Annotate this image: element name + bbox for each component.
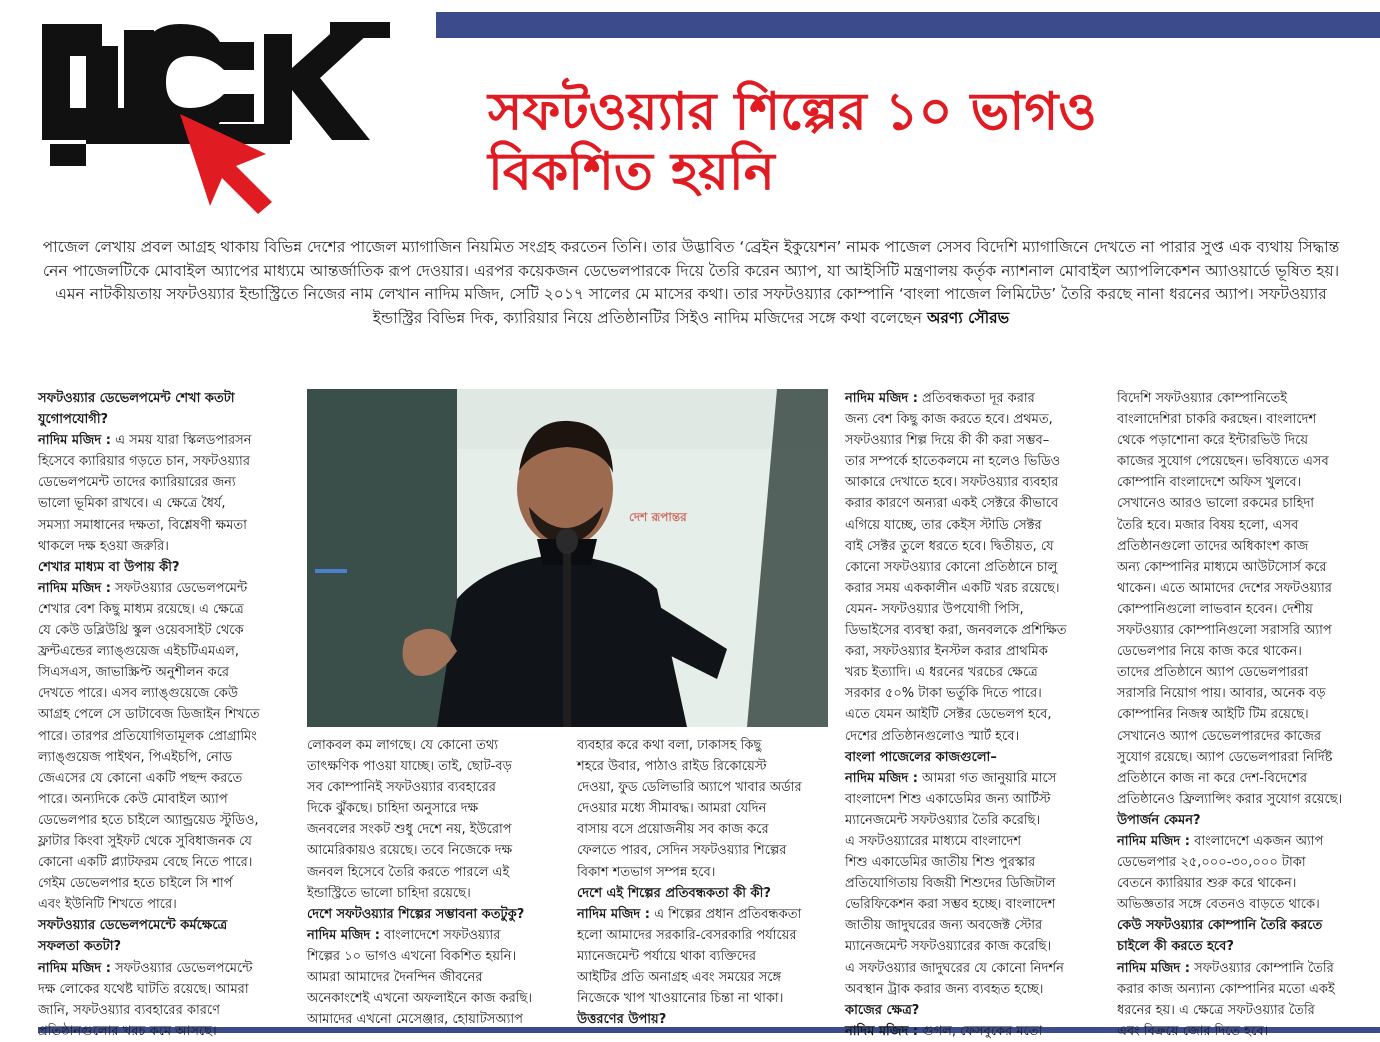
text-line: [38, 958, 300, 979]
text-line: চাইলে কী করতে হবে?: [1117, 939, 1234, 955]
text-line: কোনো একটি প্ল্যাটফরম বেছে নিতে পারে।: [38, 855, 253, 871]
speaker-label: নাদিম মজিদ :: [577, 906, 650, 922]
text-line: তাদের প্রতিষ্ঠানে অ্যাপ ডেভেলপাররা: [1117, 665, 1309, 681]
text-line: দেশে সফটওয়্যার শিল্পের সম্ভাবনা কতটুকু?: [307, 906, 525, 922]
intro-text: পাজেল লেখায় প্রবল আগ্রহ থাকায় বিভিন্ন দেশের পাজেল ম্যাগাজিন নিয়মিত সংগ্রহ করতেন তিনি। তার উদ্ভাবিত ‘ব্রেইন ইকুয়েশন’ নামক পাজেল সেসব বিদেশি ম্যাগাজিনে দেখতে না পারার সুপ্ত এক ব্যথায় সিদ্ধান্ত নেন পাজেলটিকে মোবাইল অ্যাপের মাধ্যমে আন্তর্জাতিক রূপ দেওয়ার। এরপর কয়েকজন ডেভেলপারকে দিয়ে তৈরি করেন অ্যাপ, যা আইসিটি মন্ত্রণালয় কর্তৃক ন্যাশনাল মোবাইল অ্যাপলিকেশন অ্যাওয়ার্ডে ভূষিত হয়। এমন নাটকীয়তায় সফটওয়্যার ইন্ডাস্ট্রিতে নিজের নাম লেখান নাদিম মজিদ, সেটি ২০১৭ সালের মে মাসের কথা। তার সফটওয়্যার কোম্পানি ‘বাংলা পাজেল লিমিটেড’ তৈরি করছে নানা ধরনের অ্যাপ। সফটওয়্যার ইন্ডাস্ট্রির বিভিন্ন দিক, ক্যারিয়ার নিয়ে প্রতিষ্ঠানটির সিইও নাদিম মজিদের সঙ্গে কথা বলেছেন: [42, 238, 1340, 327]
text-line: জানি, সফটওয়্যার ব্যবহারের কারণে: [38, 1002, 220, 1018]
headline-line-1: সফটওয়্যার শিল্পের ১০ ভাগও: [488, 82, 1097, 142]
text-line: প্রতিষ্ঠানগুলো তাদের অধিকাংশ কাজ: [1117, 538, 1309, 554]
text-line: সেখানেও অ্যাপ ডেভেলপারদের কাজের: [1117, 728, 1321, 744]
text-line: হিসেবে ক্যারিয়ার গড়তে চান, সফটওয়্যার: [38, 454, 250, 470]
column-4: [845, 388, 1107, 1042]
text-line: যে কেউ ডব্লিউথ্রি স্কুল ওয়েবসাইট থেকে: [38, 623, 244, 639]
text-line: ল্যাঙ্গুয়েজ পাইথন, পিএইচপি, নোড: [38, 749, 233, 765]
answer-text: এ সময় যারা স্কিলডপারসন: [115, 433, 252, 449]
text-line: আমাদের এখনো মেসেঞ্জার, হোয়াটসঅ্যাপ: [307, 1012, 523, 1028]
text-line: অভিজ্ঞতার সঙ্গে বেতনও বাড়তে থাকে।: [1117, 897, 1320, 913]
text-line: তার সম্পর্কে হাতেকলমে না হলেও ভিডিও: [845, 454, 1061, 470]
text-line: আকারে দেখাতে হবে। সফটওয়্যার ব্যবহার: [845, 475, 1059, 491]
text-line: [1117, 958, 1379, 979]
text-line: হলো আমাদের সরকারি-বেসরকারি পর্যায়ের: [577, 927, 797, 943]
text-line: থেকে পড়াশোনা করে ইন্টারভিউ দিয়ে: [1117, 433, 1308, 449]
text-line: জেএসের যে কোনো একটি পছন্দ করতে: [38, 770, 243, 786]
text-line: করার কারণে অন্যরা একই সেক্টরে কীভাবে: [845, 496, 1059, 512]
text-line: জাতীয় জাদুঘরের জন্য অবজেক্ট স্টোর: [845, 918, 1043, 934]
text-line: বাসায় বসে প্রয়োজনীয় সব কাজ করে: [577, 822, 769, 838]
speaker-label: নাদিম মজিদ :: [845, 391, 918, 406]
text-line: কেউ সফটওয়্যার কোম্পানি তৈরি করতে: [1117, 918, 1323, 934]
text-line: জনবল হিসেবে তৈরি করতে পারলে এই: [307, 864, 510, 880]
speaker-label: নাদিম মজিদ :: [38, 580, 111, 596]
interview-question: [1117, 915, 1379, 957]
text-line: দেওয়া, ফুড ডেলিভারি অ্যাপে খাবার অর্ডার: [577, 780, 802, 796]
interview-paragraph: [1117, 831, 1379, 915]
click-logo-icon: [30, 16, 400, 216]
text-line: সফটওয়্যার ডেভেলপমেন্টে কর্মক্ষেত্রে: [38, 918, 228, 934]
text-line: দেশে এই শিল্পের প্রতিবন্ধকতা কী কী?: [577, 885, 771, 901]
text-line: ভালো ভূমিকা রাখবে। এ ক্ষেত্রে ধৈর্য,: [38, 496, 226, 512]
interview-paragraph: [1117, 958, 1379, 1042]
interview-paragraph: [577, 735, 839, 883]
text-line: ডেভেলপার হতে চাইলে অ্যান্ড্রয়েড স্টুডিও,: [38, 812, 259, 828]
column-1: [38, 388, 300, 1042]
column-5: [1117, 388, 1379, 1042]
interview-paragraph: [845, 768, 1107, 1000]
text-line: এ সফটওয়্যারের মাধ্যমে বাংলাদেশ: [845, 833, 1022, 849]
headline: [488, 82, 1368, 202]
text-line: কোম্পানি বাংলাদেশে অফিস খুলবে।: [1117, 475, 1302, 491]
answer-text: বাংলাদেশে সফটওয়্যার: [384, 927, 501, 943]
interview-question: [38, 915, 300, 957]
interview-question: [38, 388, 300, 430]
text-line: নিজেকে খাপ খাওয়ানোর চিন্তা না থাকা।: [577, 991, 784, 1007]
text-line: দেওয়ার মধ্যে সীমাবদ্ধ। আমরা যেদিন: [577, 801, 767, 817]
interview-question: [845, 747, 1107, 768]
text-line: দেশের প্রতিষ্ঠানগুলোও স্মার্ট হবে।: [845, 728, 1020, 744]
text-line: উত্তরণের উপায়?: [577, 1012, 667, 1028]
text-line: খরচ ইত্যাদি। এ ধরনের খরচের ক্ষেত্রে: [845, 665, 1038, 681]
text-line: সরকার ৫০% টাকা ভর্তুকি দিতে পারে।: [845, 686, 1042, 702]
photo-watermark: দেশ রূপান্তর: [629, 510, 687, 524]
text-line: [307, 925, 569, 946]
speaker-label: নাদিম মজিদ :: [38, 960, 111, 976]
text-line: [1117, 831, 1379, 852]
text-line: প্রতিষ্ঠানগুলোর খরচ কমে আসছে।: [38, 1023, 217, 1039]
answer-text: সফটওয়্যার কোম্পানি তৈরি: [1194, 960, 1334, 976]
text-line: বাংলাদেশিরা চাকরি করছেন। বাংলাদেশ: [1117, 412, 1317, 428]
text-line: তৈরি হবে। মজার বিষয় হলো, এসব: [1117, 517, 1299, 533]
interview-question: [38, 557, 300, 578]
text-line: ডেভেলপার নিয়ে কাজ করে থাকেন।: [1117, 644, 1302, 660]
text-line: থাকলে দক্ষ হওয়া জরুরি।: [38, 538, 169, 554]
interview-paragraph: [307, 735, 569, 904]
text-line: আগ্রহ পেলে সে ডাটাবেজ ডিজাইন শিখতে: [38, 707, 260, 723]
text-line: অনেকাংশেই এখনো অফলাইনে কাজ করছি।: [307, 991, 533, 1007]
text-line: প্রতিযোগিতায় বিজয়ী শিশুদের ডিজিটাল: [845, 876, 1056, 892]
header-rule: [436, 12, 1380, 38]
interview-question: [577, 883, 839, 904]
text-line: করার সময় এককালীন একটি খরচ রয়েছে।: [845, 580, 1060, 596]
text-line: আমরা আমাদের দৈনন্দিন জীবনের: [307, 970, 483, 986]
text-line: ফ্লাটার কিংবা সুইফট থেকে সুবিধাজনক যে: [38, 833, 252, 849]
text-line: সেখানেও আরও ভালো রকমের চাহিদা: [1117, 496, 1315, 512]
text-line: গেইম ডেভেলপার হতে চাইলে সি শার্প: [38, 876, 233, 892]
text-line: বাংলাদেশ শিশু একাডেমির জন্য আর্টিস্ট: [845, 791, 1051, 807]
answer-text: এ শিল্পের প্রধান প্রতিবন্ধকতা: [654, 906, 802, 922]
answer-text: সফটওয়্যার ডেভেলপমেন্ট: [115, 580, 248, 596]
text-line: দক্ষ লোকের যথেষ্ট ঘাটতি রয়েছে। আমরা: [38, 981, 249, 997]
text-line: ম্যানেজমেন্ট পর্যায়ে থাকা ব্যক্তিদের: [577, 948, 757, 964]
text-line: অবস্থান ট্রাক করার জন্য ব্যবহৃত হচ্ছে।: [845, 981, 1044, 997]
text-line: জন্য বেশ কিছু কাজ করতে হবে। প্রথমত,: [845, 412, 1053, 428]
interview-paragraph: [307, 925, 569, 1030]
text-line: এবং ইউনিটি শিখতে পারে।: [38, 897, 177, 913]
interview-paragraph: [38, 430, 300, 557]
text-line: বাংলা পাজেলের কাজগুলো–: [845, 749, 997, 765]
text-line: করার কাজ অন্যান্য কোম্পানির মতো একই: [1117, 981, 1335, 997]
text-line: সমস্যা সমাধানের দক্ষতা, বিশ্লেষণী ক্ষমতা: [38, 517, 247, 533]
text-line: কোম্পানির নিজস্ব আইটি টিম রয়েছে।: [1117, 707, 1309, 723]
text-line: জনবলের সংকট শুধু দেশে নয়, ইউরোপ: [307, 822, 512, 838]
author-byline: অরণ্য সৌরভ: [926, 308, 1010, 327]
text-line: শিশু একাডেমির জাতীয় শিশু পুরস্কার: [845, 855, 1036, 871]
headline-line-2: বিকশিত হয়নি: [488, 142, 775, 202]
text-line: সিএসএস, জাভাস্ক্রিপ্ট অনুশীলন করে: [38, 665, 230, 681]
column-3: [577, 735, 839, 1030]
text-line: পারে। তারপর প্রতিযোগিতামূলক প্রোগ্রামিং: [38, 728, 257, 744]
text-line: [845, 768, 1107, 789]
text-line: প্রতিষ্ঠানে কাজ না করে দেশ-বিদেশের: [1117, 770, 1307, 786]
text-line: [577, 904, 839, 925]
text-line: করা, সফটওয়্যার ইনস্টল করার প্রাথমিক: [845, 644, 1048, 660]
text-line: [38, 430, 300, 451]
text-line: এগিয়ে যাচ্ছে, তার কেইস স্টাডি সেক্টর: [845, 517, 1042, 533]
text-line: বেতনে ক্যারিয়ার শুরু করে থাকেন।: [1117, 876, 1297, 892]
section-logo: [30, 16, 400, 216]
text-line: ধরনের হয়। এ ক্ষেত্রে সফটওয়্যার তৈরি: [1117, 1002, 1315, 1018]
speaker-label: নাদিম মজিদ :: [307, 927, 380, 943]
text-line: কোম্পানিগুলো লাভবান হবেন। দেশীয়: [1117, 601, 1313, 617]
text-line: ম্যানেজমেন্ট সফটওয়্যারের কাজ করেছি।: [845, 939, 1052, 955]
speaker-photo-illustration: [307, 389, 828, 727]
intro-paragraph: [36, 236, 1346, 330]
text-line: কাজের সুযোগ পেয়েছেন। ভবিষ্যতে এসব: [1117, 454, 1329, 470]
text-line: উপার্জন কেমন?: [1117, 812, 1201, 828]
text-line: এবং বিক্রয়ে জোর দিতে হবে।: [1117, 1023, 1269, 1039]
text-line: ডেভেলপমেন্ট তাদের ক্যারিয়ারের জন্য: [38, 475, 236, 491]
text-line: সুযোগ রয়েছে। অ্যাপ ডেভেলপাররা নির্দিষ্ট: [1117, 749, 1333, 765]
text-line: বিকাশ শতভাগ সম্পন্ন হবে।: [577, 864, 716, 880]
text-line: ম্যানেজমেন্ট সফটওয়্যার তৈরি করেছি।: [845, 812, 1041, 828]
answer-text: আমরা গত জানুয়ারি মাসে: [922, 770, 1057, 786]
answer-text: সফটওয়্যার ডেভেলপমেন্টে: [115, 960, 253, 976]
text-line: সফটওয়্যার শিল্প দিয়ে কী কী করা সম্ভব–: [845, 433, 1050, 449]
answer-text: গুগল, ফেসবুকের মতো: [922, 1023, 1043, 1039]
text-line: এতে যেমন আইটি সেক্টর ডেভেলপ হবে,: [845, 707, 1052, 723]
text-line: [38, 578, 300, 599]
interview-paragraph: [38, 578, 300, 916]
text-line: এ সফটওয়্যার জাদুঘরের যে কোনো নিদর্শন: [845, 960, 1064, 976]
interview-paragraph: [845, 388, 1107, 747]
text-line: পারে। অন্যদিকে কেউ মোবাইল অ্যাপ: [38, 791, 228, 807]
text-line: লোকবল কম লাগছে। যে কোনো তথ্য: [307, 738, 499, 753]
text-line: ডিভাইসের ব্যবস্থা করা, জনবলকে প্রশিক্ষিত: [845, 623, 1067, 639]
text-line: ইন্ডাস্ট্রিতে ভালো চাহিদা রয়েছে।: [307, 885, 471, 901]
speaker-label: নাদিম মজিদ :: [1117, 833, 1190, 849]
text-line: সফলতা কতটা?: [38, 939, 122, 955]
text-line: আইটির প্রতি অনাগ্রহ এবং সময়ের সঙ্গে: [577, 970, 782, 986]
text-line: সরাসরি নিয়োগ পায়। আবার, অনেক বড়: [1117, 686, 1326, 702]
text-line: শেখার বেশ কিছু মাধ্যম রয়েছে। এ ক্ষেত্রে: [38, 601, 244, 617]
text-line: ব্যবহার করে কথা বলা, ঢাকাসহ কিছু: [577, 738, 762, 753]
interview-question: [577, 1009, 839, 1030]
answer-text: বাংলাদেশে একজন অ্যাপ: [1194, 833, 1324, 849]
interview-paragraph: [577, 904, 839, 1009]
interview-question: [1117, 810, 1379, 831]
answer-text: প্রতিবন্ধকতা দূর করার: [922, 391, 1035, 406]
text-line: ডেভেলপার ২৫,০০০-৩০,০০০ টাকা: [1117, 855, 1306, 871]
text-line: যুগোপযোগী?: [38, 412, 109, 428]
interview-question: [307, 904, 569, 925]
text-line: ভেরিফিকেশন করা সম্ভব হচ্ছে। বাংলাদেশ: [845, 897, 1056, 913]
interview-photo: [307, 389, 828, 727]
interview-paragraph: [38, 958, 300, 1042]
text-line: ফ্রন্টএন্ডের ল্যাঙ্গুয়েজ এইচটিএমএল,: [38, 644, 239, 660]
text-line: দেখতে পারে। এসব ল্যাঙ্গুয়েজে কেউ: [38, 686, 238, 702]
text-line: প্রতিষ্ঠানেও ফ্রিল্যান্সিং করার সুযোগ রয়েছে।: [1117, 791, 1343, 807]
text-line: অন্য কোম্পানির মাধ্যমে আউটসোর্স করে: [1117, 559, 1327, 575]
text-line: দিকে ঝুঁকছে। চাহিদা অনুসারে দক্ষ: [307, 801, 479, 817]
interview-paragraph: [845, 1021, 1107, 1042]
text-line: শহরে উবার, পাঠাও রাইড রিকোয়েস্ট: [577, 759, 767, 775]
interview-paragraph: [1117, 388, 1379, 810]
speaker-label: নাদিম মজিদ :: [38, 433, 111, 449]
text-line: থাকেন। এতে আমাদের দেশের সফটওয়্যার: [1117, 580, 1332, 596]
text-line: আমেরিকায়ও রয়েছে। তবে নিজেকে দক্ষ: [307, 843, 513, 859]
speaker-label: নাদিম মজিদ :: [1117, 960, 1190, 976]
text-line: ফেলতে পারব, সেদিন সফটওয়্যার শিল্পের: [577, 843, 787, 859]
text-line: সব কোম্পানিই সফটওয়্যার ব্যবহারের: [307, 780, 496, 796]
text-line: [845, 1021, 1107, 1042]
speaker-label: নাদিম মজিদ :: [845, 1023, 918, 1039]
text-line: বাই সেক্টর তুলে ধরতে হবে। দ্বিতীয়ত, যে: [845, 538, 1054, 554]
text-line: কাজের ক্ষেত্র?: [845, 1002, 920, 1018]
text-line: বিদেশি সফটওয়্যার কোম্পানিতেই: [1117, 391, 1287, 406]
text-line: যেমন- সফটওয়্যার উপযোগী পিসি,: [845, 601, 1024, 617]
interview-question: [845, 1000, 1107, 1021]
text-line: শিল্পের ১০ ভাগও এখনো বিকশিত হয়নি।: [307, 948, 517, 964]
text-line: [845, 388, 1107, 409]
text-line: কোনো সফটওয়্যার কোনো প্রতিষ্ঠানে চালু: [845, 559, 1058, 575]
column-2: [307, 735, 569, 1030]
text-line: সফটওয়্যার কোম্পানিগুলো সরাসরি অ্যাপ: [1117, 623, 1332, 639]
text-line: সফটওয়্যার ডেভেলপমেন্ট শেখা কতটা: [38, 391, 235, 406]
text-line: শেখার মাধ্যম বা উপায় কী?: [38, 559, 180, 575]
text-line: তাৎক্ষণিক পাওয়া যাচ্ছে। তাই, ছোট-বড়: [307, 759, 512, 775]
speaker-label: নাদিম মজিদ :: [845, 770, 918, 786]
